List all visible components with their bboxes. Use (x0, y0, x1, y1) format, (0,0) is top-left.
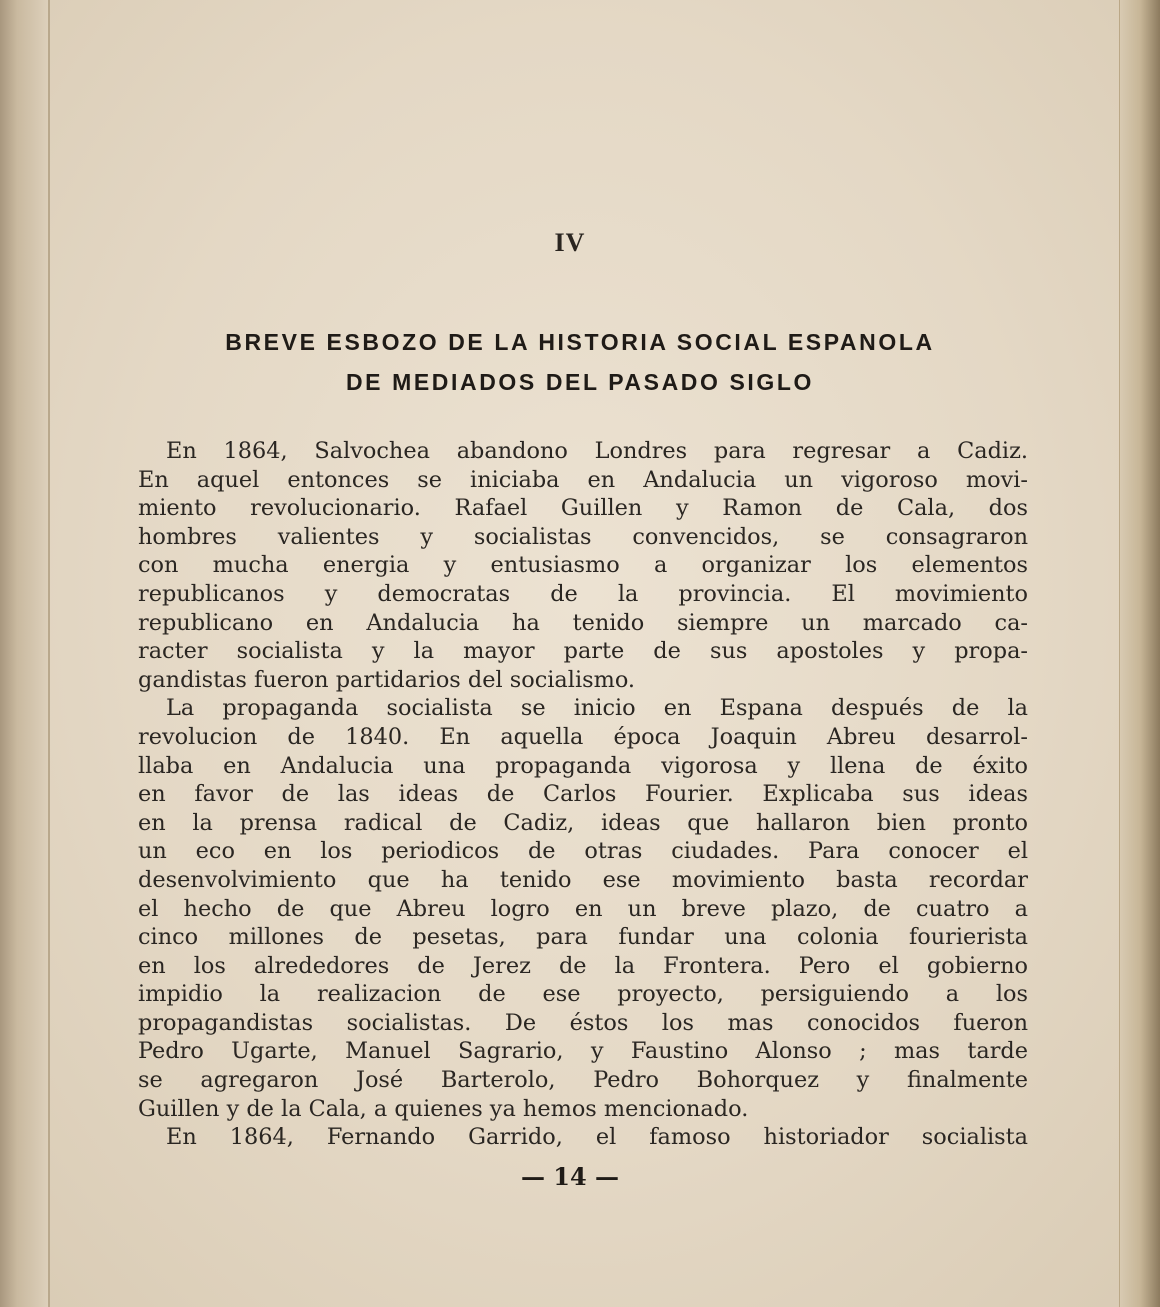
text-line: revolucion de 1840. En aquella época Joaquin Abreu desarrol- (138, 723, 1028, 750)
text-line: republicano en Andalucia ha tenido siempre un marcado ca- (138, 609, 1028, 636)
body-text (138, 437, 1028, 1152)
text-line: en la prensa radical de Cadiz, ideas que hallaron bien pronto (138, 809, 1028, 836)
text-line: cinco millones de pesetas, para fundar una colonia fourierista (138, 924, 1028, 951)
chapter-number: IV (554, 228, 586, 257)
text-line: La propaganda socialista se inicio en Espana después de la (166, 695, 1028, 722)
text-line: racter socialista y la mayor parte de sus apostoles y propa- (138, 638, 1028, 665)
text-line: el hecho de que Abreu logro en un breve plazo, de cuatro a (138, 895, 1028, 922)
text-line: impidio la realizacion de ese proyecto, persiguiendo a los (138, 981, 1028, 1008)
text-line: llaba en Andalucia una propaganda vigorosa y llena de éxito (138, 752, 1028, 779)
text-line: un eco en los periodicos de otras ciudades. Para conocer el (138, 838, 1028, 865)
chapter-title (120, 322, 1040, 402)
text-line: Guillen y de la Cala, a quienes ya hemos mencionado. (138, 1095, 749, 1122)
text-line: En 1864, Salvochea abandono Londres para regresar a Cadiz. (166, 438, 1028, 464)
page-edge (1119, 0, 1160, 1307)
title-line: BREVE ESBOZO DE LA HISTORIA SOCIAL ESPANOLA (225, 329, 935, 355)
text-line: hombres valientes y socialistas convencidos, se consagraron (138, 523, 1028, 550)
text-line: propagandistas socialistas. De éstos los mas conocidos fueron (138, 1009, 1028, 1036)
text-line: En aquel entonces se iniciaba en Andalucia un vigoroso movi- (138, 466, 1028, 493)
text-line: republicanos y democratas de la provincia. El movimiento (138, 580, 1028, 607)
text-line: se agregaron José Barterolo, Pedro Bohorquez y finalmente (138, 1067, 1028, 1094)
page-number: — 14 — (520, 1162, 620, 1191)
text-line: Pedro Ugarte, Manuel Sagrario, y Faustino Alonso ; mas tarde (138, 1038, 1028, 1065)
title-line: DE MEDIADOS DEL PASADO SIGLO (345, 369, 815, 395)
text-line: miento revolucionario. Rafael Guillen y Ramon de Cala, dos (138, 495, 1028, 522)
text-line: en los alrededores de Jerez de la Frontera. Pero el gobierno (138, 952, 1028, 979)
text-line: en favor de las ideas de Carlos Fourier. Explicaba sus ideas (138, 781, 1028, 808)
text-line: desenvolvimiento que ha tenido ese movimiento basta recordar (138, 866, 1028, 893)
book-spine (0, 0, 50, 1307)
text-line: En 1864, Fernando Garrido, el famoso historiador socialista (166, 1124, 1028, 1151)
text-line: gandistas fueron partidarios del socialismo. (138, 666, 636, 693)
text-line: con mucha energia y entusiasmo a organizar los elementos (138, 552, 1028, 579)
